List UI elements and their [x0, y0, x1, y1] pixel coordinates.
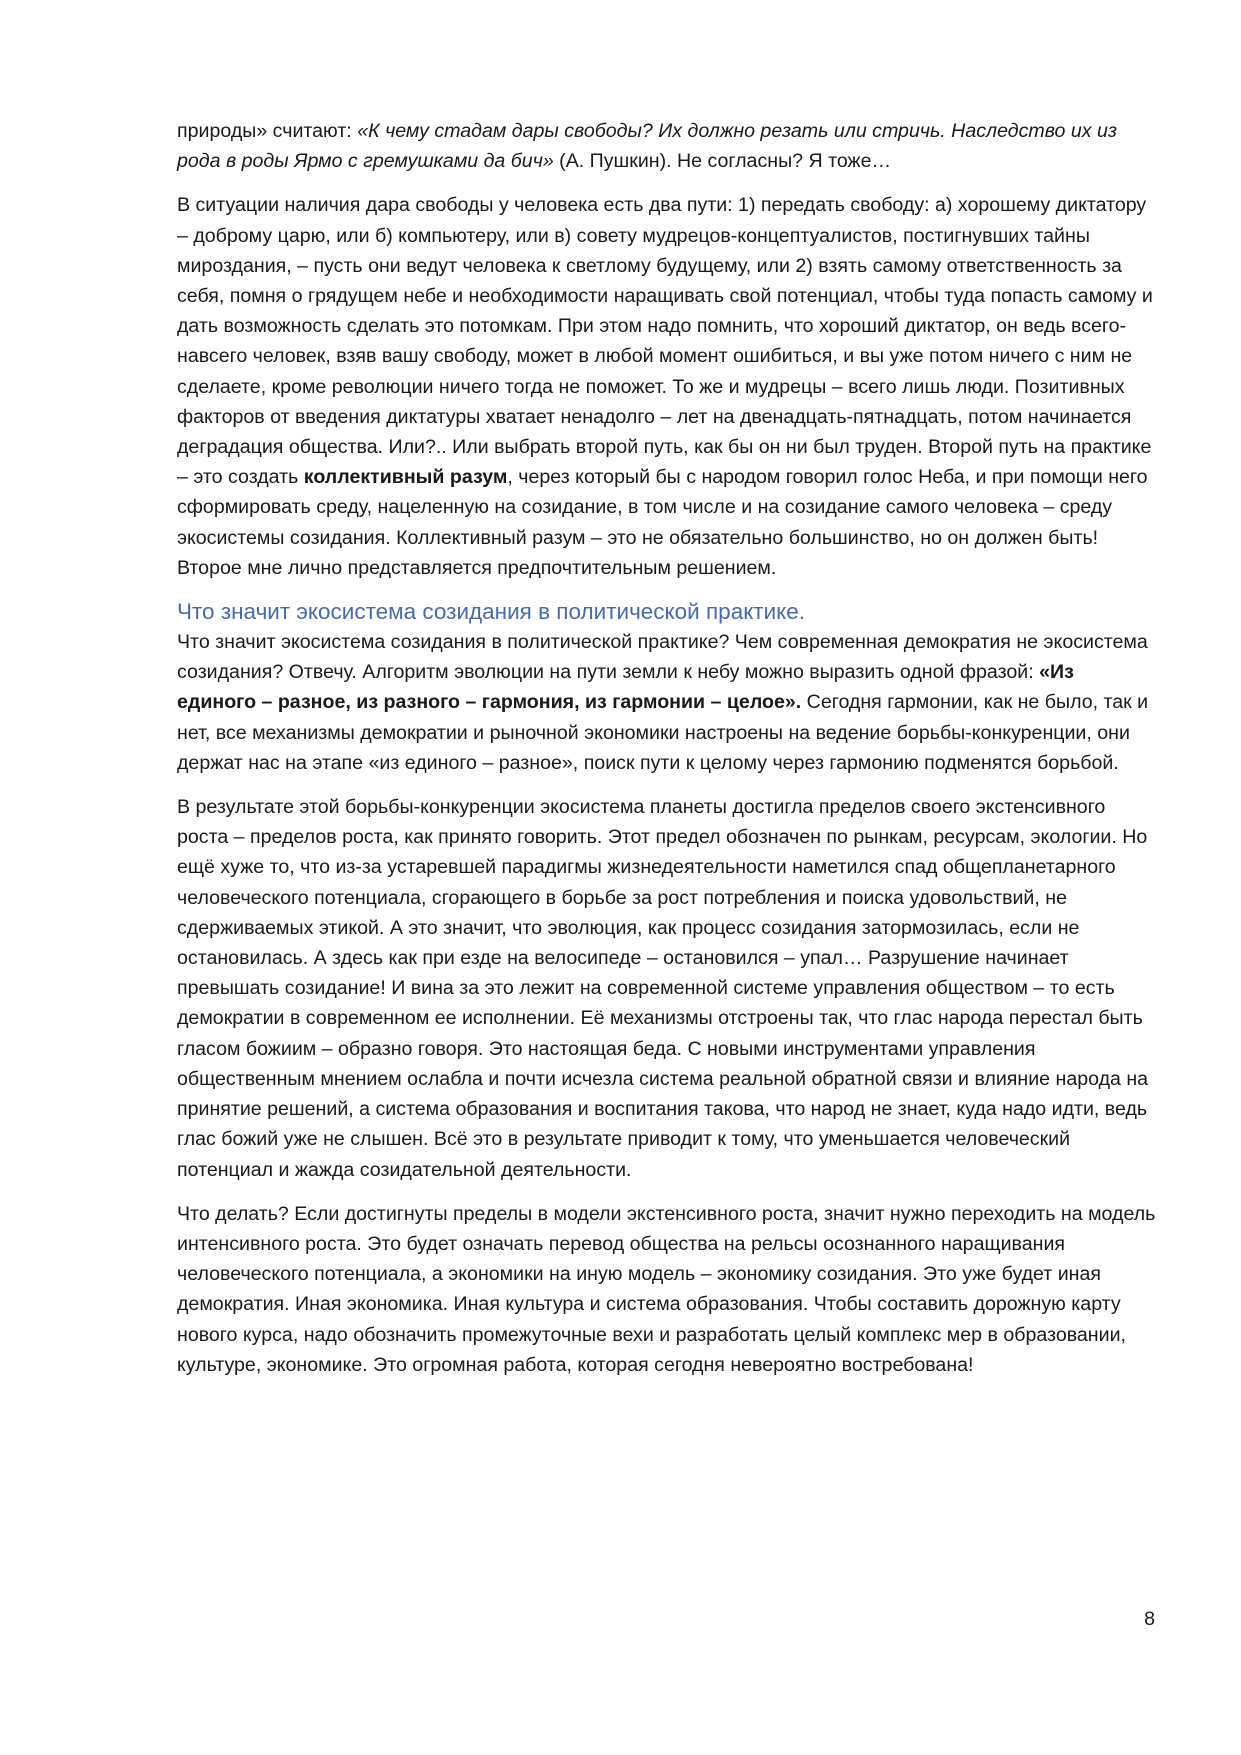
page-number: 8	[1144, 1608, 1155, 1630]
paragraph-text: В ситуации наличия дара свободы у человека есть два пути: 1) передать свободу: а) хорошему диктатору – доброму царю, или б) компьютеру, или в) совету мудрецов-концептуалистов, постигнувших тайны мироздания, – пусть они ведут человека к светлому будущему, или 2) взять самому ответственность за себя, помня о грядущем небе и необходимости наращивать свой потенциал, чтобы туда попасть самому и дать возможность сделать это потомкам. При этом надо помнить, что хороший диктатор, он ведь всего-навсего человек, взяв вашу свободу, может в любой момент ошибиться, и вы уже потом ничего с ним не сделаете, кроме революции ничего тогда не поможет. То же и мудрецы – всего лишь люди. Позитивных факторов от введения диктатуры хватает ненадолго – лет на двенадцать-пятнадцать, потом начинается деградация общества. Или?.. Или выбрать второй путь, как бы он ни был труден. Второй путь на практике – это создать	[177, 194, 1153, 489]
pushkin-quote: «К чему стадам дары свободы? Их должно резать или стричь. Наследство их из рода в роды Ярмо с гремушками да бич»	[177, 120, 1117, 173]
paragraph-two-paths	[177, 190, 1157, 583]
paragraph-text: (А. Пушкин). Не согласны? Я тоже…	[553, 150, 892, 173]
bold-evolution-formula: «Из единого – разное, из разного – гармония, из гармонии – целое».	[177, 661, 1074, 714]
paragraph-what-to-do: Что делать? Если достигнуты пределы в модели экстенсивного роста, значит нужно переходить на модель интенсивного роста. Это будет означать перевод общества на рельсы осознанного наращивания человеческого потенциала, а экономики на иную модель – экономику созидания. Это уже будет иная демократия. Иная экономика. Иная культура и система образования. Чтобы составить дорожную карту нового курса, надо обозначить промежуточные вехи и разработать целый комплекс мер в образовании, культуре, экономике. Это огромная работа, которая сегодня невероятно востребована!	[177, 1202, 1156, 1376]
paragraph-text: Что значит экосистема созидания в политической практике? Чем современная демократия не экосистема созидания? Отвечу. Алгоритм эволюции на пути земли к небу можно выразить одной фразой:	[177, 631, 1148, 684]
bold-term-collective-mind: коллективный разум	[303, 466, 508, 489]
paragraph-text: , через который бы с народом говорил голос Неба, и при помощи него сформировать среду, нацеленную на созидание, в том числе и на созидание самого человека – среду экосистемы созидания. Коллективный разум – это не обязательно большинство, но он должен быть! Второе мне лично представляется предпочтительным решением.	[177, 466, 1148, 579]
paragraph-growth-limits: В результате этой борьбы-конкуренции экосистема планеты достигла пределов своего экстенсивного роста – пределов роста, как принято говорить. Этот предел обозначен по рынкам, ресурсам, экологии. Но ещё хуже то, что из-за устаревшей парадигмы жизнедеятельности наметился спад общепланетарного человеческого потенциала, сгорающего в борьбе за рост потребления и поиска удовольствий, не сдерживаемых этикой. А это значит, что эволюция, как процесс созидания затормозилась, если не остановилась. А здесь как при езде на велосипеде – остановился – упал… Разрушение начинает превышать созидание! И вина за это лежит на современной системе управления обществом – то есть демократии в современном ее исполнении. Её механизмы отстроены так, что глас народа перестал быть гласом божиим – образно говоря. Это настоящая беда. С новыми инструментами управления общественным мнением ослабла и почти исчезла система реальной обратной связи и влияние народа на принятие решений, а система образования и воспитания такова, что народ не знает, куда надо идти, ведь глас божий уже не слышен. Всё это в результате приводит к тому, что уменьшается человеческий потенциал и жажда созидательной деятельности.	[177, 796, 1149, 1181]
page-body	[177, 116, 1157, 1394]
paragraph-text: Сегодня гармонии, как не было, так и нет, все механизмы демократии и рыночной экономики настроены на ведение борьбы-конкуренции, они держат нас на этапе «из единого – разное», поиск пути к целому через гармонию подменятся борьбой.	[177, 691, 1149, 774]
paragraph-evolution-algorithm	[177, 627, 1157, 778]
paragraph-text: природы» считают:	[177, 120, 358, 142]
paragraph-pushkin-quote	[177, 116, 1157, 176]
section-heading: Что значит экосистема созидания в политической практике.	[177, 599, 806, 625]
